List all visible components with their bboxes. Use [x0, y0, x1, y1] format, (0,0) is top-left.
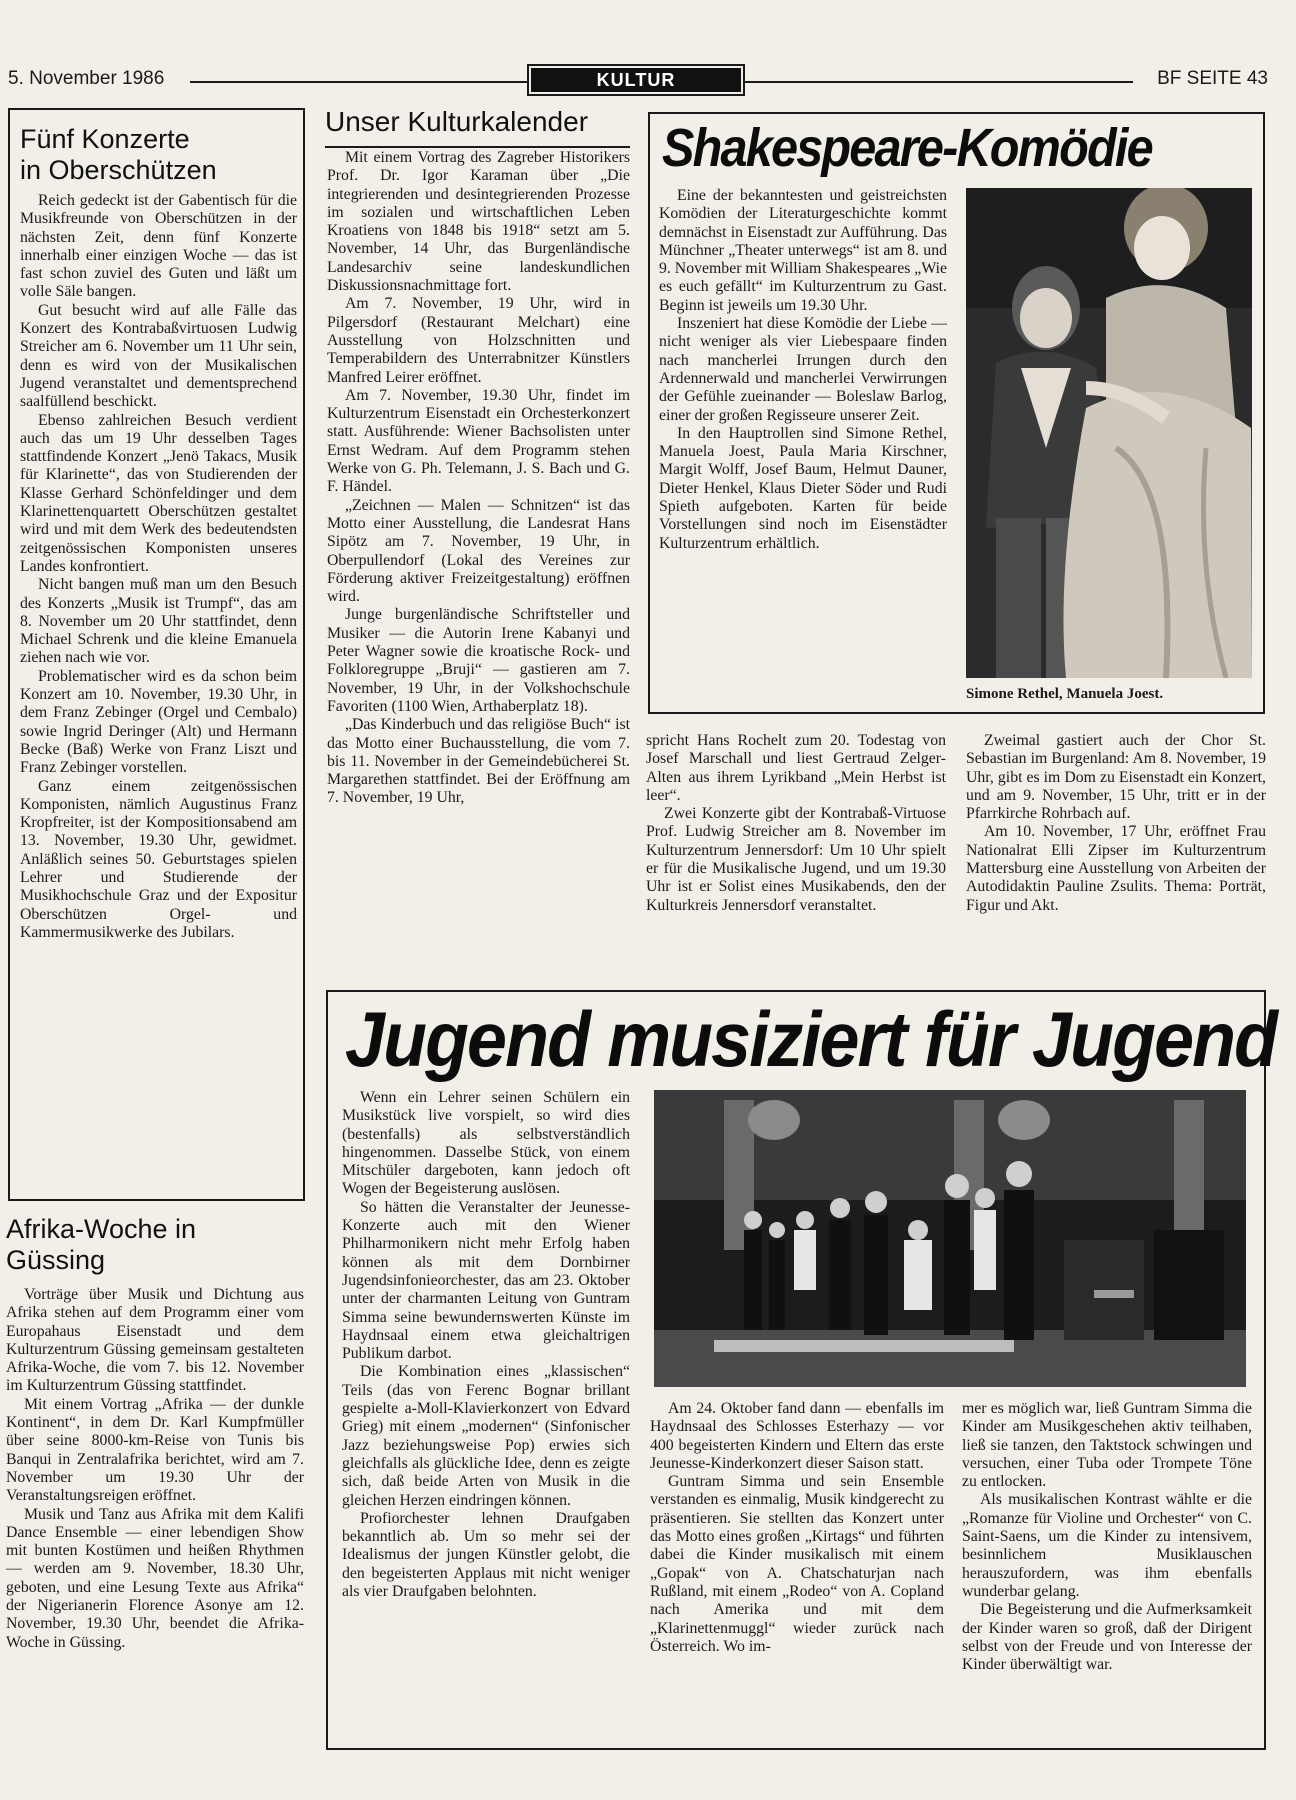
paragraph: Reich gedeckt ist der Gabentisch für die Musikfreunde von Oberschützen in der nächsten Zeit, denn fünf Konzerte innerhalb einer einzigen Woche — das ist fast schon zuviel des Guten und läßt um volle Säle bangen. [20, 192, 297, 301]
paragraph: Mit einem Vortrag „Afrika — der dunkle Kontinent“, in dem Dr. Karl Kumpfmüller über seine 8000-km-Reise von Tunis bis Banqui in Zentralafrika berichtet, wird am 7. November um 19.30 Uhr der Veranstaltungsreigen eröffnet. [6, 1395, 304, 1505]
paragraph: Junge burgenländische Schriftsteller und Musiker — die Autorin Irene Kabanyi und Peter Wagner sowie die kroatische Rock- und Folkloregruppe „Bruji“ — gastieren am 7. November, 19 Uhr, in der Volkshochschule Favoriten (1100 Wien, Arthaberplatz 18). [327, 606, 630, 715]
paragraph: Inszeniert hat diese Komödie der Liebe — nicht weniger als vier Liebespaare finden nach mancherlei Irrungen durch den Ardennerwald und mancherlei Verwirrungen der Gefühle zueinander — Boleslaw Barlog, einer der großen Regisseure unserer Zeit. [659, 315, 947, 424]
jugend-photo [654, 1090, 1246, 1387]
header-page: BF SEITE 43 [1157, 68, 1268, 89]
paragraph: Musik und Tanz aus Afrika mit dem Kalifi Dance Ensemble — einer lebendigen Show mit bunten Kostümen und heißen Rhythmen — werden am 9. November, 18.30 Uhr, geboten, und eine Lesung Texte aus Afrika“ der Nigerianerin Florence Asonye am 12. November, 19.30 Uhr, beendet die Afrika-Woche in Güssing. [6, 1505, 304, 1651]
section-label: KULTUR [527, 64, 745, 96]
paragraph: Gut besucht wird auf alle Fälle das Konzert des Kontrabaßvirtuosen Ludwig Streicher am 6. November um 11 Uhr sein, denn es wird von der Musikalischen Jugend veranstaltet und dementsprechend saalfüllend beschickt. [20, 301, 297, 411]
headline-rule [325, 146, 630, 148]
paragraph: Ebenso zahlreichen Besuch verdient auch das um 19 Uhr desselben Tages stattfindende Konzert „Jenö Takacs, Musik für Klarinette“, das von Studierenden der Klasse Gerhard Schönfeldinger und dem Klarinettenquartett Oberschützen gestaltet wird und mit dem Werk des bedeutendsten zeitgenössischen Komponisten unseres Landes konfrontiert. [20, 411, 297, 575]
paragraph: Wenn ein Lehrer seinen Schülern ein Musikstück live vorspielt, so wird dies (bestenfalls) als selbstverständlich hingenommen. Dasselbe Stück, von einem Mitschüler dargeboten, kann jedoch oft Wogen der Begeisterung auslösen. [342, 1089, 630, 1198]
paragraph: Zwei Konzerte gibt der Kontrabaß-Virtuose Prof. Ludwig Streicher am 8. November im Kulturzentrum Jennersdorf: Um 10 Uhr spielt er für die Musikalische Jugend, und um 19.30 Uhr ist er Solist eines Musikabends, den der Kulturkreis Jennersdorf veranstaltet. [646, 805, 946, 914]
paragraph: Zweimal gastiert auch der Chor St. Sebastian im Burgenland: Am 8. November, 19 Uhr, gibt es im Dom zu Eisenstadt ein Konzert, und am 9. November, 15 Uhr, tritt er in der Pfarrkirche Rohrbach auf. [966, 732, 1266, 823]
paragraph: Mit einem Vortrag des Zagreber Historikers Prof. Dr. Igor Karaman über „Die integrierenden und desintegrierenden Prozesse im sozialen und wirtschaftlichen Leben Kroatiens von 1848 bis 1918“ setzt am 5. November, 14 Uhr, das Burgenländische Landesarchiv seine landeskundlichen Diskussionsnachmittage fort. [327, 149, 630, 295]
paragraph: Am 10. November, 17 Uhr, eröffnet Frau Nationalrat Elli Zipser im Kulturzentrum Mattersburg eine Ausstellung von Arbeiten der Autodidaktin Pauline Zsulits. Thema: Porträt, Figur und Akt. [966, 823, 1266, 914]
article-kulturkalender [325, 106, 630, 808]
headline: Shakespeare-Komödie [662, 118, 1152, 178]
headline: Unser Kulturkalender [325, 106, 589, 137]
kulturkalender-col2 [646, 732, 946, 915]
kulturkalender-col3 [966, 732, 1266, 915]
article-shakespeare [662, 118, 1257, 178]
paragraph: Ganz einem zeitgenössischen Komponisten, nämlich Augustinus Franz Kropfreiter, ist der Kompositionsabend am 13. November, 19.30 Uhr, gewidmet. Anläßlich seines 50. Geburtstages spielen Lehrer und Studierende der Musikhochschule Graz und der Expositur Oberschützen Orgel- und Kammermusikwerke des Jubilars. [20, 777, 297, 941]
article-afrika-woche [6, 1214, 304, 1652]
paragraph: Eine der bekanntesten und geistreichsten Komödien der Literaturgeschichte kommt demnächst in Eisenstadt zur Aufführung. Das Münchner „Theater unterwegs“ ist am 8. und 9. November mit William Shakespeares „Wie es euch gefällt“ im Kulturzentrum zu Gast. Beginn ist jeweils um 19.30 Uhr. [659, 187, 947, 314]
header-rule-right [745, 81, 1133, 83]
paragraph: Die Begeisterung und die Aufmerksamkeit der Kinder waren so groß, daß der Dirigent selbst von der Freude und von Interesse der Kinder überwältigt war. [962, 1601, 1252, 1674]
header-rule-left [190, 81, 527, 83]
paragraph: In den Hauptrollen sind Simone Rethel, Manuela Joest, Paula Maria Kirschner, Margit Wolff, Josef Baum, Helmut Dauner, Dieter Henkel, Klaus Dieter Söder und Rudi Spieth aufgeboten. Karten für beide Vorstellungen sind noch im Eisenstädter Kulturzentrum erhältlich. [659, 424, 947, 552]
theatre-photo-image [966, 188, 1252, 678]
paragraph: spricht Hans Rochelt zum 20. Todestag von Josef Marschall und liest Gertraud Zelger-Alten aus ihrem Lyrikband „Mein Herbst ist leer“. [646, 732, 946, 804]
paragraph: mer es möglich war, ließ Guntram Simma die Kinder am Musikgeschehen aktiv teilhaben, ließ sie tanzen, den Taktstock schwingen und versuchen, einer Tuba oder Trompete Töne zu entlocken. [962, 1400, 1252, 1491]
paragraph: Als musikalischen Kontrast wählte er die „Romanze für Violine und Orchester“ von C. Saint-Saens, um die Kinder zu intensivem, besinnlichem Musiklauschen herauszufordern, was ihm ebenfalls wunderbar gelang. [962, 1491, 1252, 1600]
paragraph: Vorträge über Musik und Dichtung aus Afrika stehen auf dem Programm einer vom Europahaus Eisenstadt und dem Kulturzentrum Güssing gemeinsam gestalteten Afrika-Woche, die vom 7. bis 12. November im Kulturzentrum Güssing stattfindet. [6, 1286, 304, 1395]
article-body [325, 149, 630, 808]
jugend-col1 [342, 1089, 630, 1601]
article-body [6, 1286, 304, 1652]
paragraph: Profiorchester lehnen Draufgaben bekanntlich ab. Um so mehr sei der Idealismus der jungen Künstler gelobt, die den begeisterten Applaus mit nicht weniger als vier Draufgaben belohnten. [342, 1509, 630, 1601]
paragraph: Problematischer wird es da schon beim Konzert am 10. November, 19.30 Uhr, in dem Franz Zebinger (Orgel und Cembalo) sowie Ingrid Deringer (Alt) und Hermann Becke (Baß) Werke von Franz Liszt und Franz Zebinger vorstellen. [20, 667, 297, 777]
paragraph: Guntram Simma und sein Ensemble verstanden es einmalig, Musik kindgerecht zu präsentieren. Sie stellten das Konzert unter das Motto eines großen „Kirtags“ und führten dabei die Kinder musikalisch mit einem „Gopak“ von A. Chatschaturjan nach Rußland, mit einem „Rodeo“ von A. Copland nach Amerika und mit dem „Klarinettenmuggl“ wieder zurück nach Österreich. Wo im- [650, 1473, 944, 1655]
article-body [20, 192, 297, 942]
paragraph: Am 7. November, 19.30 Uhr, findet im Kulturzentrum Eisenstadt ein Orchesterkonzert statt. Ausführende: Wiener Bachsolisten unter Ernst Wedram. Auf dem Programm stehen Werke von G. Ph. Telemann, J. S. Bach und G. F. Händel. [327, 386, 630, 496]
jugend-col2 [650, 1400, 944, 1656]
paragraph: Am 24. Oktober fand dann — ebenfalls im Haydnsaal des Schlosses Esterhazy — vor 400 begeisterten Kindern und Eltern das erste Jeunesse-Kinderkonzert dieser Saison statt. [650, 1400, 944, 1472]
jugend-col3 [962, 1400, 1252, 1674]
paragraph: „Das Kinderbuch und das religiöse Buch“ ist das Motto einer Buchausstellung, die vom 7. bis 11. November in der Gemeindebücherei St. Margarethen stattfindet. Bei der Eröffnung am 7. November, 19 Uhr, [327, 716, 630, 807]
header-date: 5. November 1986 [8, 68, 165, 89]
photo-caption: Simone Rethel, Manuela Joest. [966, 686, 1164, 702]
paragraph: „Zeichnen — Malen — Schnitzen“ ist das Motto einer Ausstellung, die Landesrat Hans Sipötz am 7. November, 19 Uhr, in Oberpullendorf (Lokal des Vereines zur Förderung aktiver Freizeitgestaltung) eröffnen wird. [327, 496, 630, 606]
article-fuenf-konzerte [20, 124, 297, 942]
orchestra-photo-image [654, 1090, 1246, 1387]
headline: Fünf Konzerte in Oberschützen [20, 124, 217, 185]
shakespeare-body [659, 187, 947, 553]
article-jugend-headline [345, 995, 1277, 1083]
shakespeare-photo [966, 188, 1252, 678]
headline: Afrika-Woche in Güssing [6, 1214, 197, 1275]
headline: Jugend musiziert für Jugend [345, 995, 1277, 1083]
paragraph: So hätten die Veranstalter der Jeunesse-Konzerte auch mit den Wiener Philharmonikern nicht mehr Erfolg haben können als mit dem Dornbirner Jugendsinfonieorchester, das am 23. Oktober unter der charmanten Leitung von Guntram Simma seine bewundernswerten Künste im Haydnsaal einem etwa gleichaltrigen Publikum darbot. [342, 1198, 630, 1363]
paragraph: Am 7. November, 19 Uhr, wird in Pilgersdorf (Restaurant Melchart) eine Ausstellung von Holzschnitten und Temperabildern des Unterrabnitzer Künstlers Manfred Leirer eröffnet. [327, 295, 630, 386]
paragraph: Nicht bangen muß man um den Besuch des Konzerts „Musik ist Trumpf“, das am 8. November um 20 Uhr stattfindet, denn Michael Schrenk und die kleine Emanuela ziehen nach wie vor. [20, 576, 297, 667]
paragraph: Die Kombination eines „klassischen“ Teils (das von Ferenc Bognar brillant gespielte a-Moll-Klavierkonzert von Edvard Grieg) mit einem „modernen“ (Sinfonischer Jazz beziehungsweise Pop) erwies sich gleichfalls als glückliche Idee, denn es zeigte sich, daß beide Arten von Musik in die gleichen Herzen eindringen können. [342, 1363, 630, 1509]
